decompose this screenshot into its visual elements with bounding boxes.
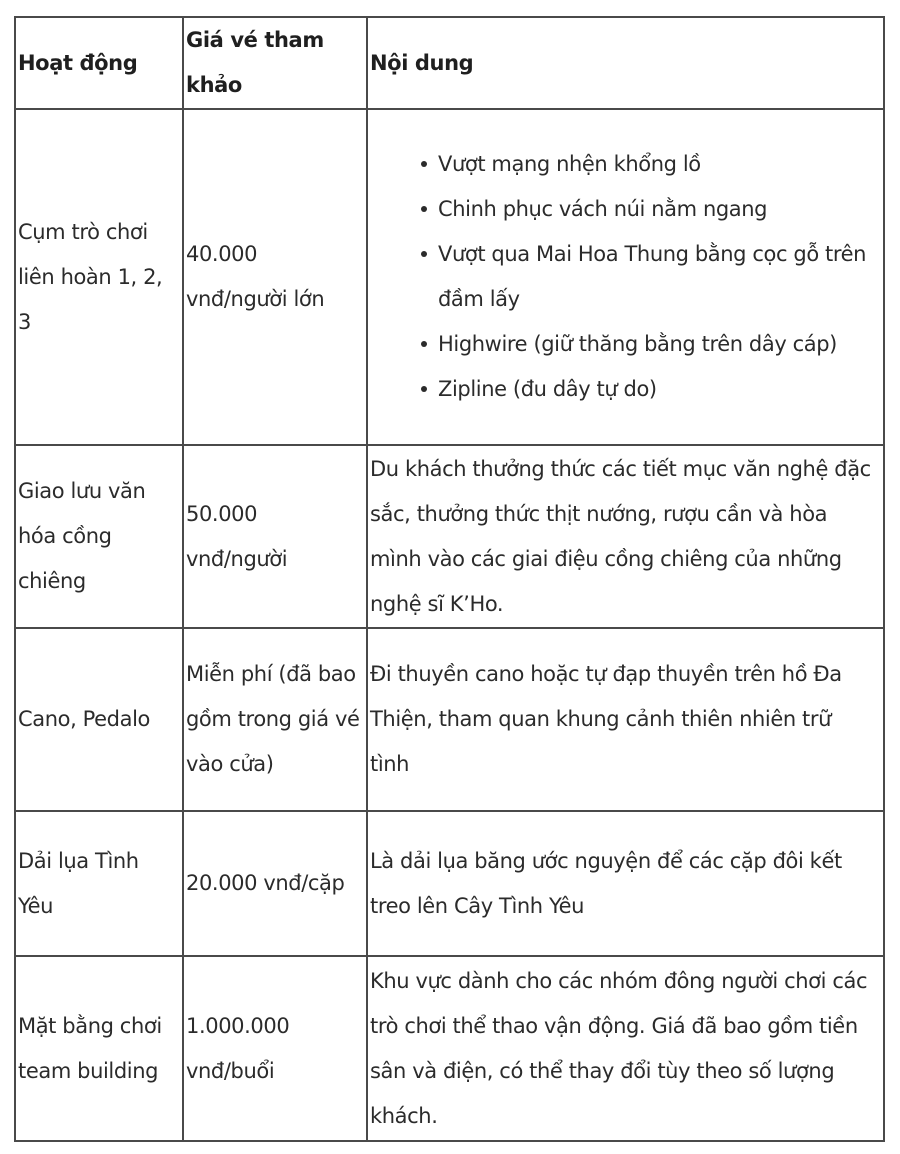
price-cell: 50.000 vnđ/người [183, 445, 367, 628]
activity-cell: Giao lưu văn hóa cồng chiêng [15, 445, 183, 628]
table-row [15, 956, 884, 1141]
activity-price-table [14, 16, 885, 1142]
header-content: Nội dung [367, 17, 884, 109]
price-cell: 20.000 vnđ/cặp [183, 811, 367, 956]
table-row [15, 811, 884, 956]
content-cell: Đi thuyền cano hoặc tự đạp thuyền trên hồ Đa Thiện, tham quan khung cảnh thiên nhiên trữ tình [367, 628, 884, 811]
table-row [15, 445, 884, 628]
header-activity: Hoạt động [15, 17, 183, 109]
price-cell: Miễn phí (đã bao gồm trong giá vé vào cửa) [183, 628, 367, 811]
content-list [370, 142, 881, 412]
activity-cell: Mặt bằng chơi team building [15, 956, 183, 1141]
activity-cell: Cụm trò chơi liên hoàn 1, 2, 3 [15, 109, 183, 445]
price-cell: 1.000.000 vnđ/buổi [183, 956, 367, 1141]
activity-cell: Cano, Pedalo [15, 628, 183, 811]
list-item: Zipline (đu dây tự do) [438, 367, 881, 412]
list-item: Vượt mạng nhện khổng lồ [438, 142, 881, 187]
table-header-row [15, 17, 884, 109]
activity-cell: Dải lụa Tình Yêu [15, 811, 183, 956]
content-cell [367, 109, 884, 445]
content-cell: Là dải lụa băng ước nguyện để các cặp đôi kết treo lên Cây Tình Yêu [367, 811, 884, 956]
content-cell: Khu vực dành cho các nhóm đông người chơi các trò chơi thể thao vận động. Giá đã bao gồm tiền sân và điện, có thể thay đổi tùy theo số lượng khách. [367, 956, 884, 1141]
table-row [15, 628, 884, 811]
list-item: Highwire (giữ thăng bằng trên dây cáp) [438, 322, 881, 367]
list-item: Vượt qua Mai Hoa Thung bằng cọc gỗ trên đầm lấy [438, 232, 881, 322]
price-cell: 40.000 vnđ/người lớn [183, 109, 367, 445]
header-price: Giá vé tham khảo [183, 17, 367, 109]
list-item: Chinh phục vách núi nằm ngang [438, 187, 881, 232]
content-cell: Du khách thưởng thức các tiết mục văn nghệ đặc sắc, thưởng thức thịt nướng, rượu cần và hòa mình vào các giai điệu cồng chiêng của những nghệ sĩ K’Ho. [367, 445, 884, 628]
table-row [15, 109, 884, 445]
